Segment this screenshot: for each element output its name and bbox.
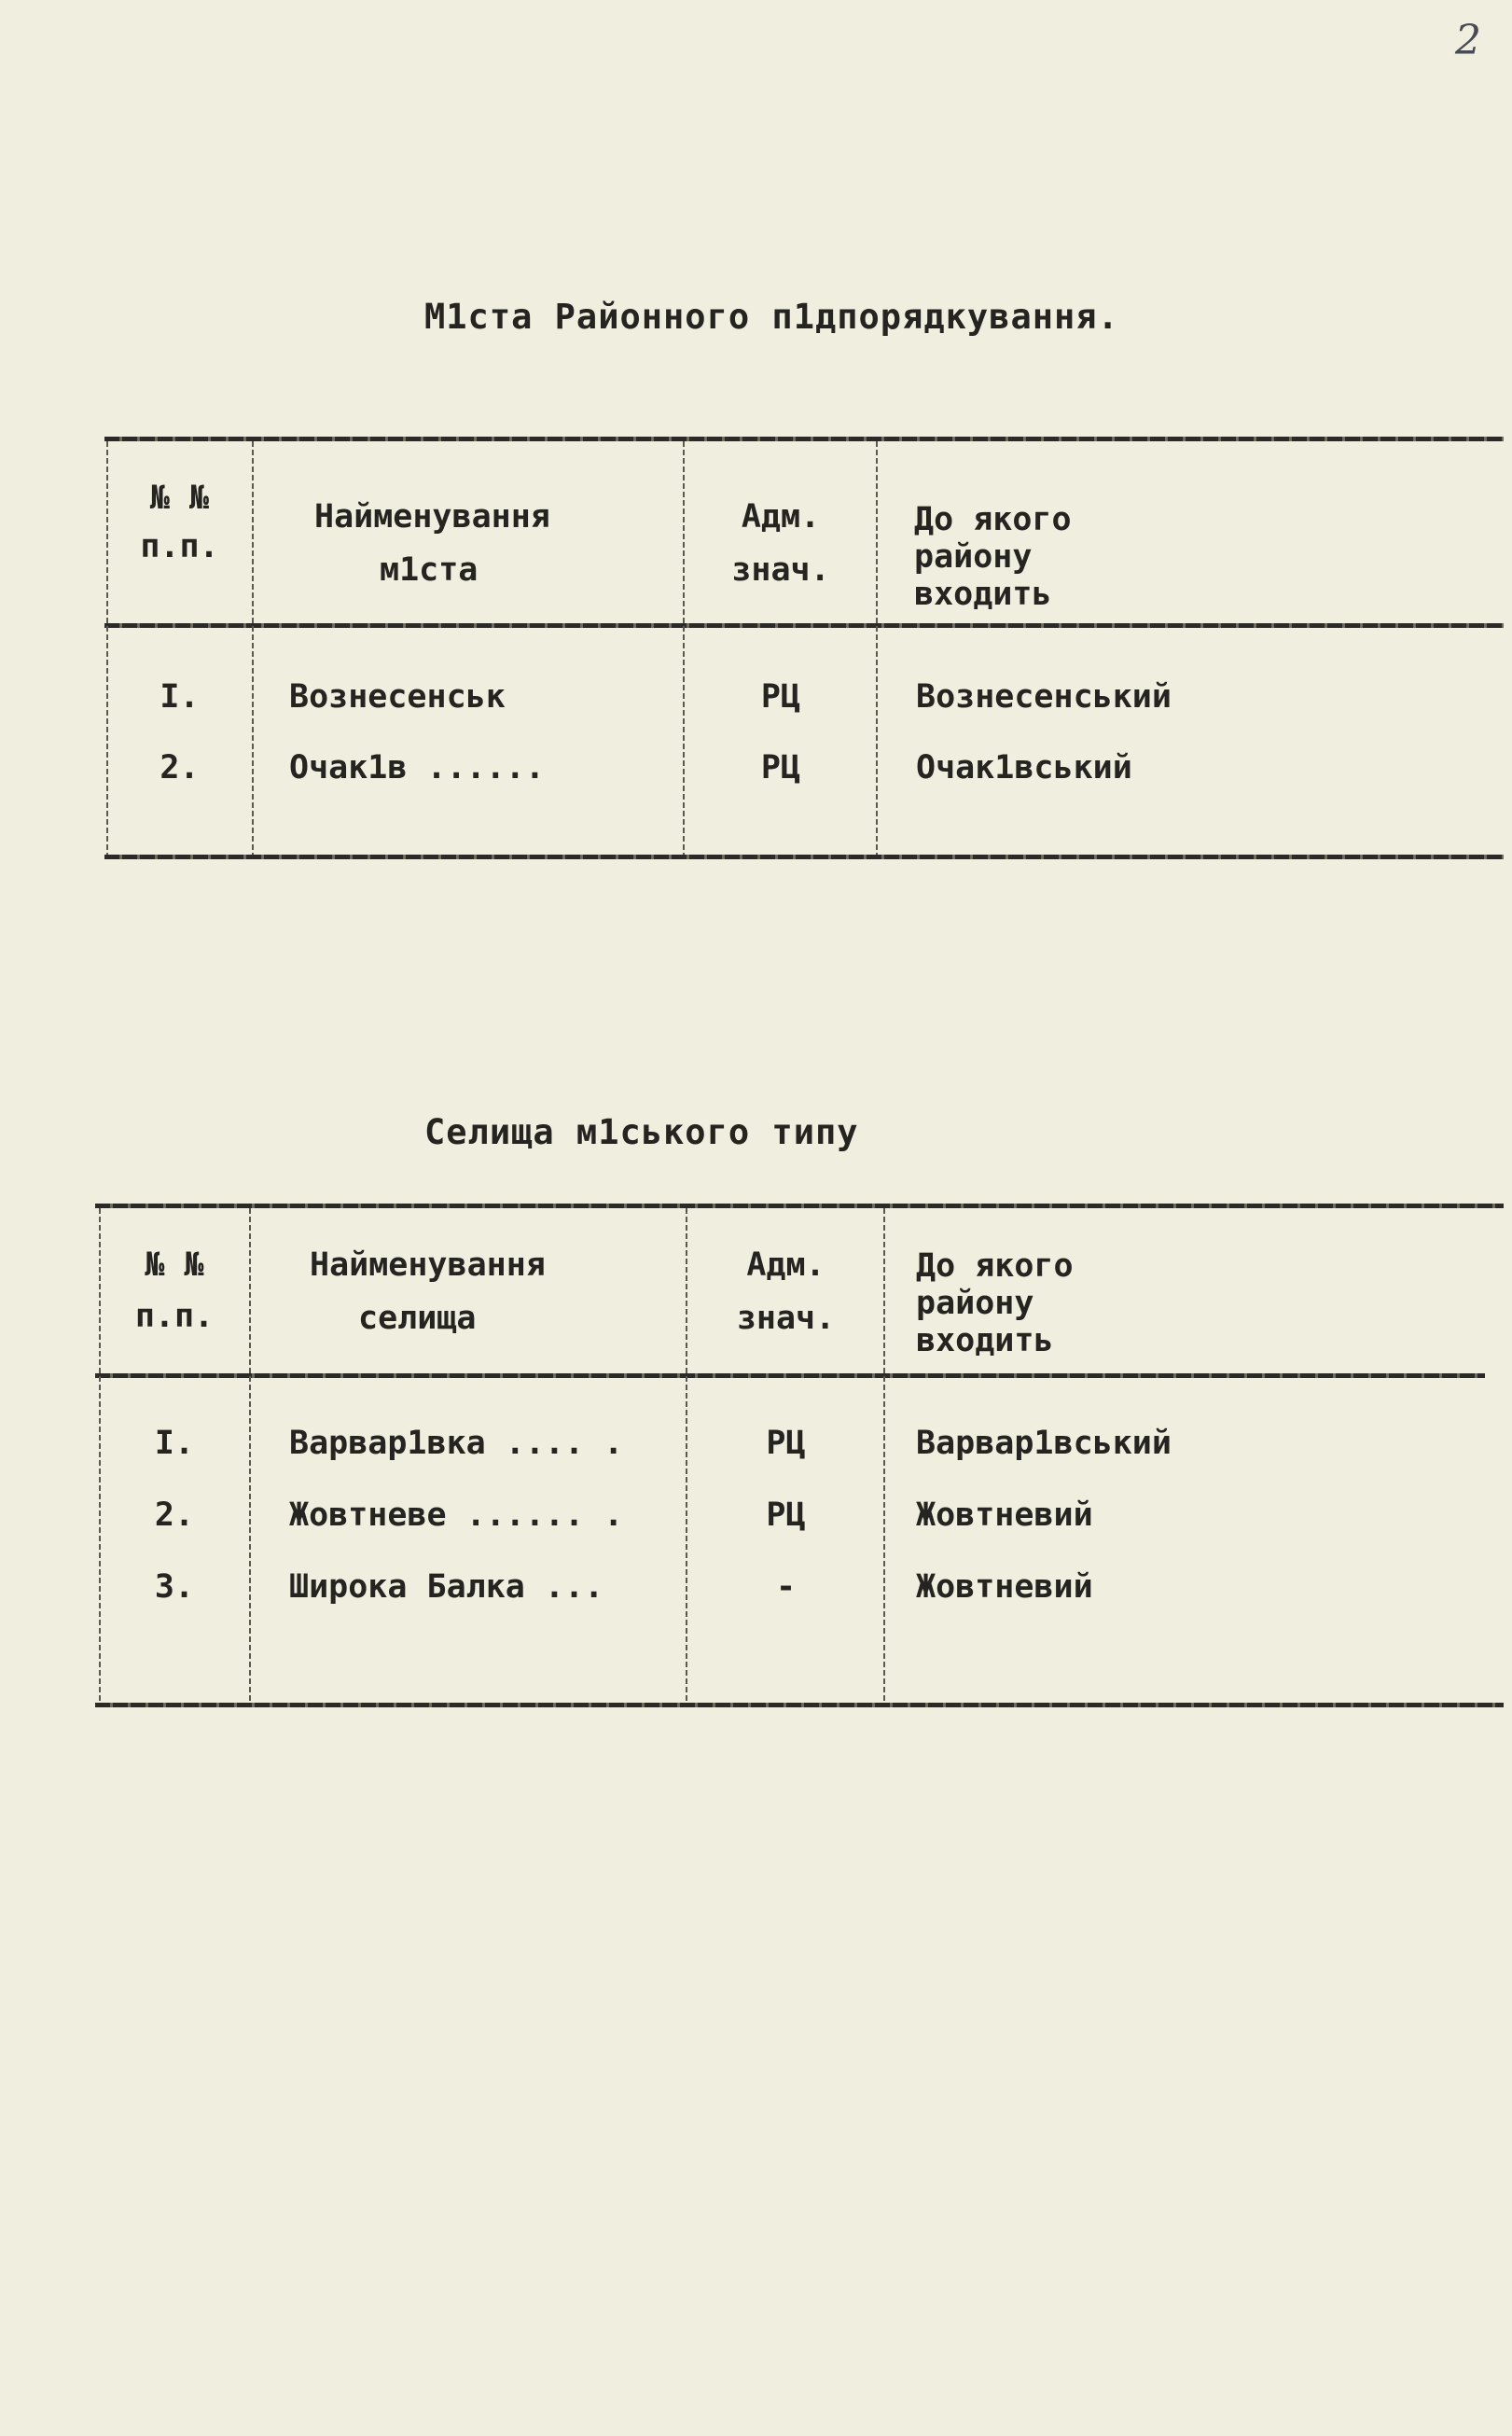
- table-top-rule: [95, 1204, 1504, 1208]
- page-number: 2: [1455, 17, 1481, 64]
- row-name: Жовтневе ...... .: [289, 1496, 624, 1534]
- row-adm: РЦ: [760, 678, 801, 716]
- row-district: Варвар1вський: [916, 1425, 1172, 1462]
- header-no-line2: п.п.: [140, 528, 219, 565]
- row-district: Очак1вський: [916, 749, 1132, 786]
- header-adm-line2: знач.: [731, 551, 830, 589]
- column-divider: [249, 1208, 251, 1703]
- header-adm-line1: Адм.: [741, 498, 821, 536]
- row-number: 3.: [154, 1568, 195, 1606]
- header-adm-line1: Адм.: [746, 1246, 825, 1284]
- header-district-line1: До якого: [916, 1247, 1074, 1285]
- row-district: Жовтневий: [916, 1496, 1093, 1534]
- header-district-line1: До якого: [914, 501, 1072, 538]
- header-district-line3: входить: [914, 576, 1052, 613]
- row-adm: РЦ: [766, 1425, 806, 1462]
- header-adm-line2: знач.: [736, 1300, 836, 1337]
- column-divider: [876, 441, 878, 855]
- settlements-table: [95, 1204, 1504, 1726]
- row-number: I.: [160, 678, 200, 716]
- section-title-cities: М1ста Районного п1дпорядкування.: [424, 297, 1119, 337]
- header-name-line2: м1ста: [380, 551, 479, 589]
- column-divider: [99, 1208, 101, 1703]
- section-title-settlements: Селища м1ського типу: [424, 1112, 859, 1152]
- column-divider: [883, 1208, 885, 1703]
- header-name-line2: селища: [358, 1300, 477, 1337]
- row-number: I.: [154, 1425, 195, 1462]
- table-bottom-rule: [95, 1703, 1504, 1707]
- column-divider: [686, 1208, 687, 1703]
- header-bottom-rule: [95, 1373, 1485, 1378]
- column-divider: [252, 441, 254, 855]
- header-bottom-rule: [104, 623, 1504, 628]
- header-no-line2: п.п.: [134, 1298, 215, 1335]
- row-adm: -: [775, 1568, 797, 1606]
- header-district-line3: входить: [916, 1322, 1054, 1359]
- header-no-line1: № №: [149, 480, 210, 517]
- column-divider: [106, 441, 108, 855]
- cities-table: [104, 437, 1504, 866]
- row-name: Очак1в ......: [289, 749, 545, 786]
- table-top-rule: [104, 437, 1504, 441]
- header-district-line2: району: [914, 538, 1033, 576]
- header-name-line1: Найменування: [314, 498, 550, 536]
- row-number: 2.: [160, 749, 200, 786]
- row-name: Вознесенськ: [289, 678, 506, 716]
- header-district-line2: району: [916, 1285, 1034, 1322]
- table-bottom-rule: [104, 855, 1504, 859]
- row-adm: РЦ: [760, 749, 801, 786]
- row-adm: РЦ: [766, 1496, 806, 1534]
- header-no-line1: № №: [145, 1246, 204, 1284]
- row-district: Вознесенський: [916, 678, 1172, 716]
- column-divider: [683, 441, 685, 855]
- row-name: Широка Балка ...: [289, 1568, 604, 1606]
- row-district: Жовтневий: [916, 1568, 1093, 1606]
- header-name-line1: Найменування: [310, 1246, 546, 1284]
- row-name: Варвар1вка .... .: [289, 1425, 624, 1462]
- row-number: 2.: [154, 1496, 195, 1534]
